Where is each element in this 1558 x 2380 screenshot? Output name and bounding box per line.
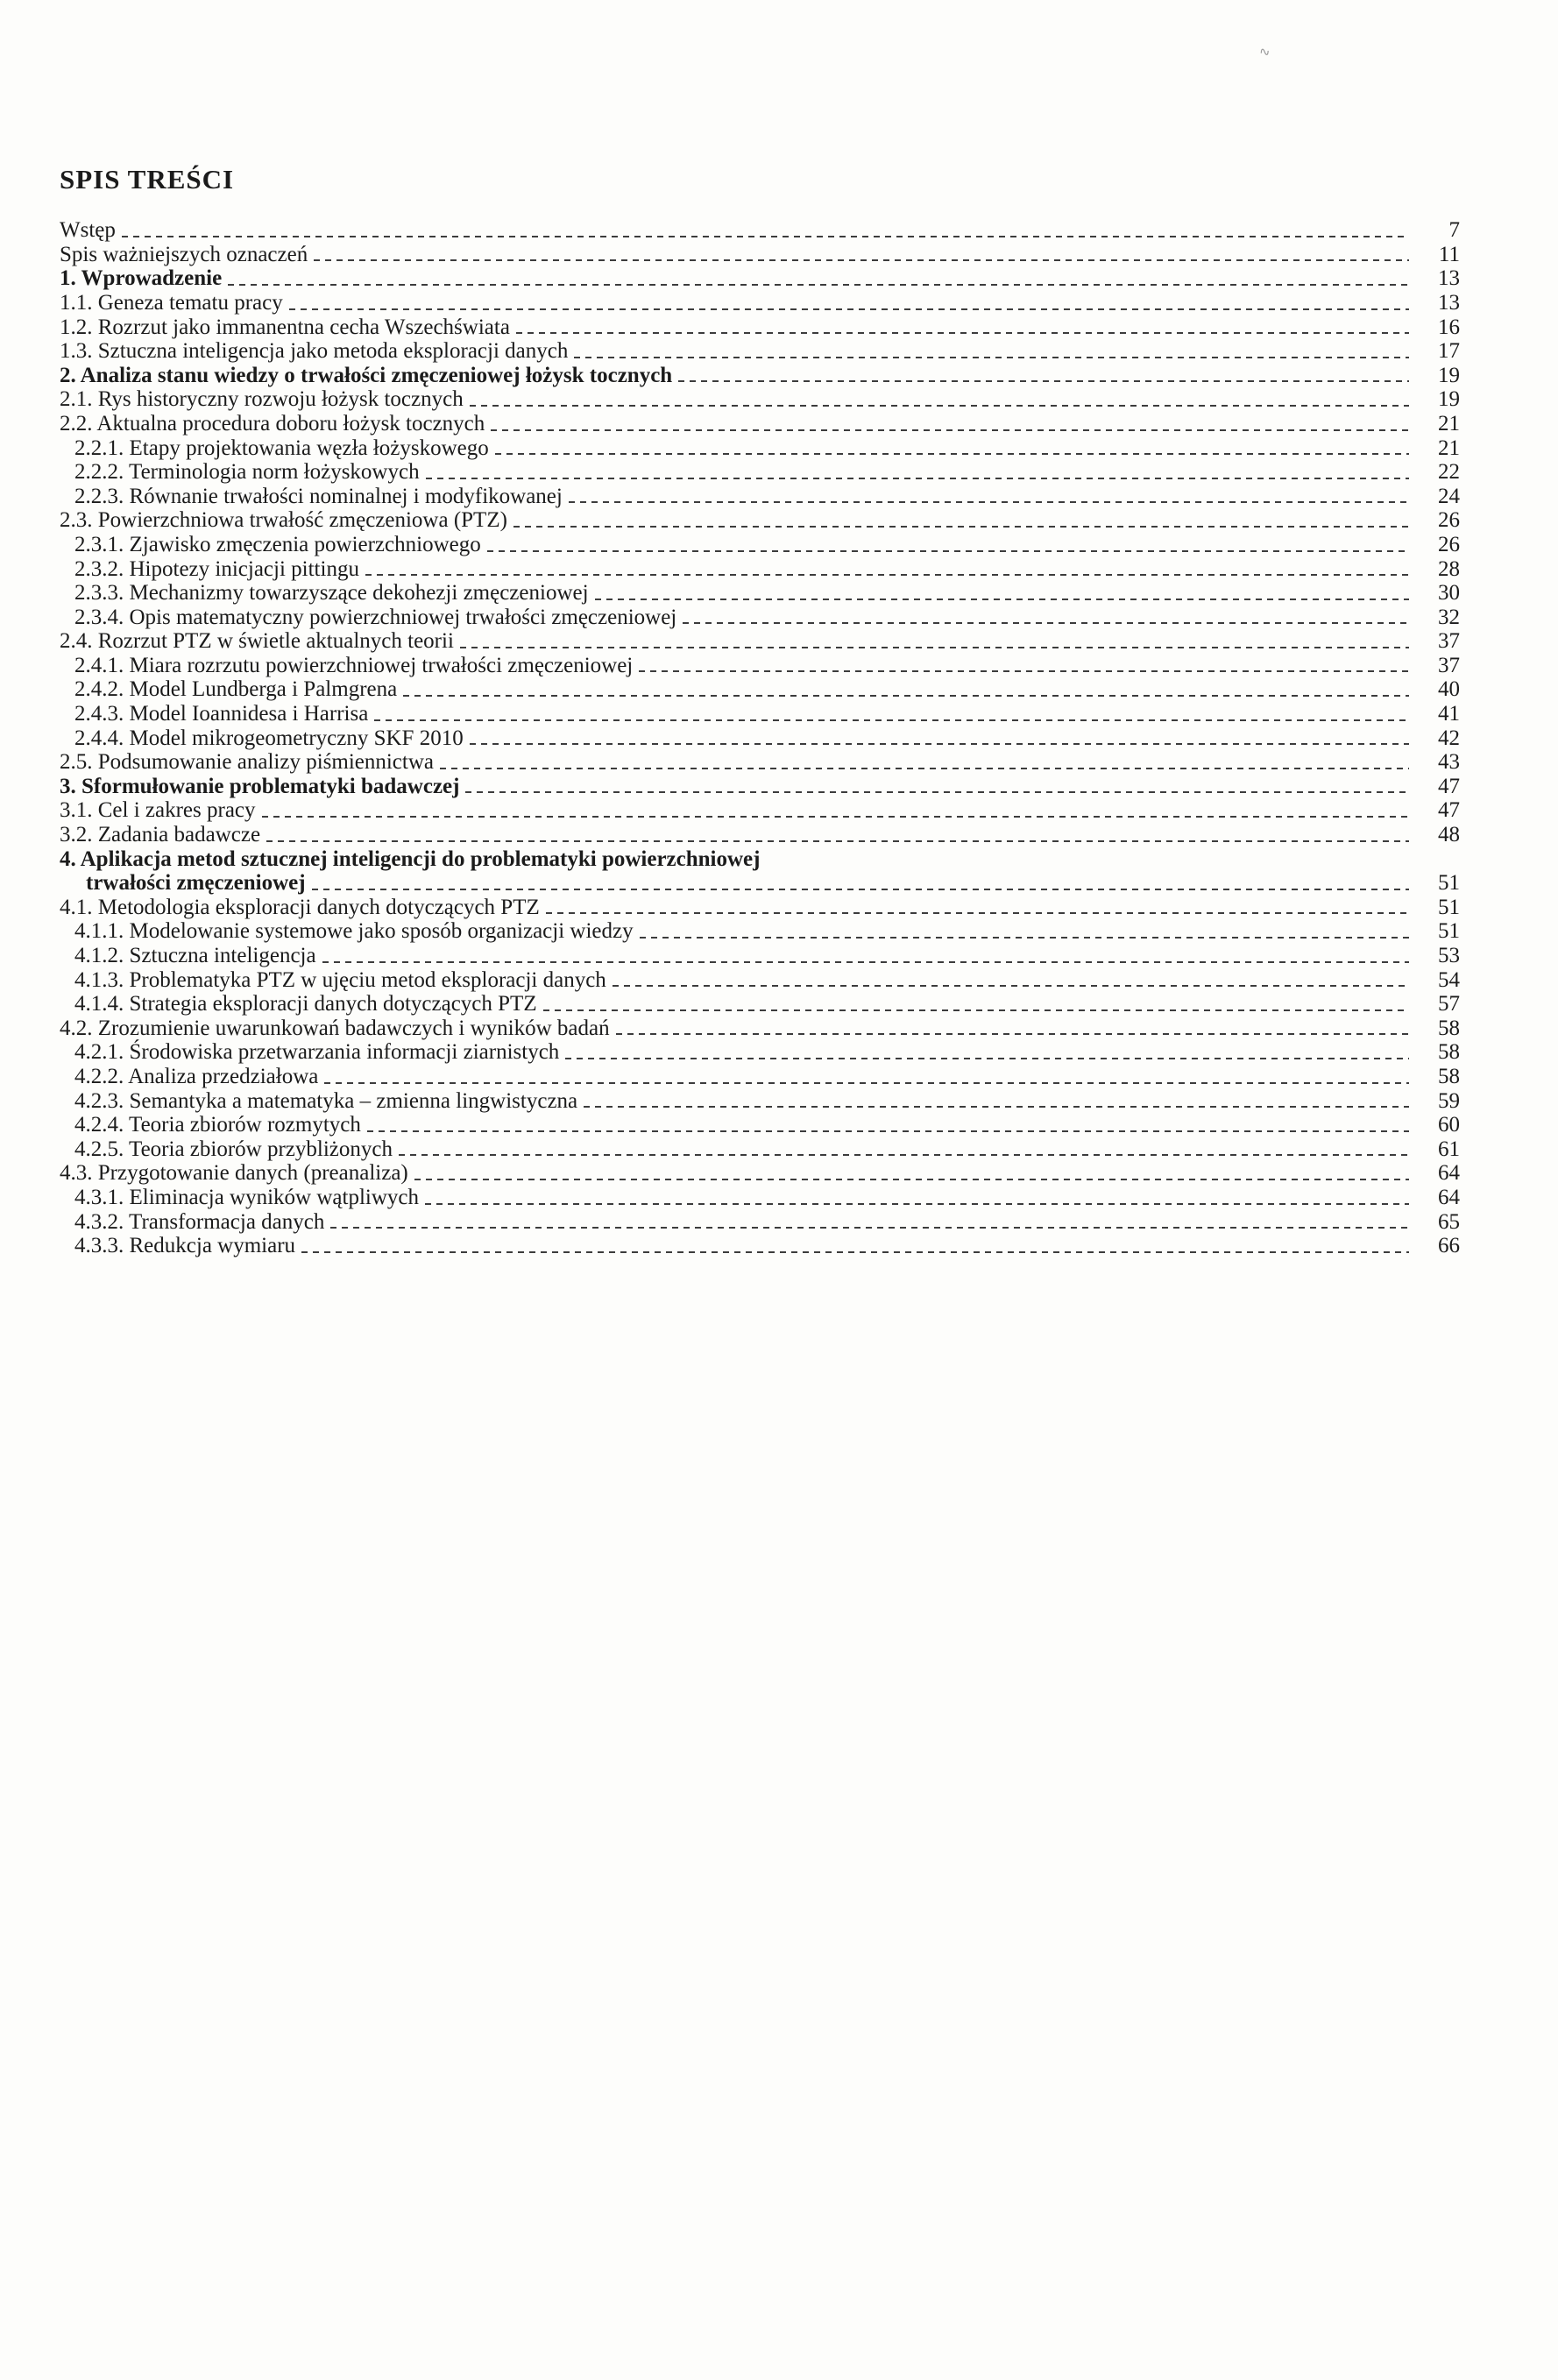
dot-leader	[324, 1082, 1409, 1084]
toc-entry	[60, 677, 1460, 702]
dot-leader	[640, 937, 1409, 939]
toc-entry	[60, 775, 1460, 799]
toc-entry-text: 4.3. Przygotowanie danych (preanaliza)	[60, 1161, 408, 1186]
dot-leader	[301, 1251, 1409, 1253]
toc-entry-page: 51	[1438, 919, 1460, 944]
toc-entry	[60, 266, 1460, 291]
toc-entry-text: 4.1.2. Sztuczna inteligencja	[74, 944, 316, 967]
toc-entry-text: 2.1. Rys historyczny rozwoju łożysk tocznych	[60, 387, 464, 412]
toc-entry-text: 1.1. Geneza tematu pracy	[60, 290, 283, 315]
toc-entry-page: 24	[1438, 484, 1460, 508]
toc-entry-text: 2.5. Podsumowanie analizy piśmiennictwa	[60, 750, 435, 775]
toc-entry-page: 53	[1438, 944, 1460, 967]
dot-leader	[228, 284, 1409, 286]
dot-leader	[322, 961, 1409, 963]
toc-entry-text: 3.2. Zadania badawcze	[60, 823, 261, 847]
dot-leader	[495, 453, 1409, 455]
toc-entry-page: 42	[1438, 726, 1460, 750]
toc-entry-text: 2.2. Aktualna procedura doboru łożysk tocznych	[60, 411, 485, 436]
dot-leader	[374, 719, 1409, 721]
toc-entry	[60, 387, 1460, 412]
toc-entry	[60, 702, 1460, 726]
toc-entry-page: 17	[1438, 339, 1460, 364]
toc-entry	[60, 1089, 1460, 1114]
toc-entry-text: 4.2.3. Semantyka a matematyka – zmienna lingwistyczna	[74, 1088, 578, 1113]
toc-entry-text: 4.3.3. Redukcja wymiaru	[74, 1234, 296, 1258]
toc-entry-page: 13	[1438, 290, 1460, 315]
toc-entry-text: 4.3.1. Eliminacja wyników wątpliwych	[74, 1185, 419, 1209]
toc-entry-text: 4.1. Metodologia eksploracji danych dotyczących PTZ	[60, 895, 540, 919]
toc-entry-page: 64	[1438, 1185, 1460, 1209]
dot-leader	[616, 1033, 1409, 1035]
toc-entry-page: 47	[1438, 798, 1460, 823]
dot-leader	[460, 647, 1409, 648]
toc-entry	[60, 339, 1460, 364]
toc-entry-page: 26	[1438, 508, 1460, 533]
toc-entry-text: 2.4. Rozrzut PTZ w świetle aktualnych teorii	[60, 629, 454, 654]
dot-leader	[470, 743, 1409, 745]
dot-leader	[613, 985, 1409, 987]
toc-entry-page: 37	[1438, 629, 1460, 654]
toc-entry-text: 2.4.1. Miara rozrzutu powierzchniowej trwałości zmęczeniowej	[74, 653, 634, 677]
toc-entry	[60, 1065, 1460, 1089]
toc-entry	[60, 1210, 1460, 1235]
toc-entry-text: 4.1.1. Modelowanie systemowe jako sposób organizacji wiedzy	[74, 919, 634, 944]
toc-entry-page: 19	[1438, 387, 1460, 412]
toc-entry-page: 58	[1438, 1016, 1460, 1040]
toc-entry-text: 2.2.1. Etapy projektowania węzła łożyskowego	[74, 436, 489, 460]
toc-entry	[60, 1040, 1460, 1065]
toc-entry-page: 51	[1438, 871, 1460, 896]
toc-entry-page: 13	[1438, 266, 1460, 291]
toc-entry	[60, 508, 1460, 533]
dot-leader	[491, 429, 1409, 431]
toc-entry-text: 4.2.4. Teoria zbiorów rozmytych	[74, 1113, 361, 1137]
toc-entry-text: 4.3.2. Transformacja danych	[74, 1209, 325, 1234]
dot-leader	[470, 405, 1409, 407]
toc-entry-text: 1. Wprowadzenie	[60, 266, 223, 291]
toc-entry-page: 16	[1438, 315, 1460, 339]
toc-entry-page: 30	[1438, 581, 1460, 606]
toc-entry-text: 2.3.2. Hipotezy inicjacji pittingu	[74, 556, 359, 581]
toc-entry-text: Spis ważniejszych oznaczeń	[60, 242, 308, 266]
dot-leader	[266, 840, 1409, 842]
toc-entry-page: 7	[1448, 218, 1460, 243]
dot-leader	[487, 550, 1409, 552]
toc-entry-page: 11	[1438, 242, 1460, 266]
toc-entry	[60, 629, 1460, 654]
toc-entry-page: 58	[1438, 1064, 1460, 1088]
dot-leader	[330, 1227, 1409, 1229]
toc-entry	[60, 896, 1460, 920]
toc-entry	[60, 750, 1460, 775]
dot-leader	[584, 1106, 1409, 1108]
dot-leader	[639, 670, 1409, 672]
toc-entry	[60, 218, 1460, 243]
toc-entry-page: 26	[1438, 532, 1460, 556]
toc-entry	[60, 726, 1460, 751]
toc-entry-page: 66	[1438, 1234, 1460, 1258]
dot-leader	[262, 816, 1409, 818]
toc-entry-text: 4. Aplikacja metod sztucznej inteligencji do problematyki powierzchniowej	[60, 846, 761, 871]
toc-entry-text: 2.4.2. Model Lundberga i Palmgrena	[74, 677, 398, 702]
toc-entry-text: 2.2.3. Równanie trwałości nominalnej i modyfikowanej	[74, 484, 563, 508]
dot-leader	[289, 308, 1409, 310]
toc-entry-page: 51	[1438, 895, 1460, 919]
dot-leader	[403, 695, 1409, 697]
toc-entry	[60, 364, 1460, 388]
dot-leader	[425, 1203, 1409, 1205]
toc-entry-page: 60	[1438, 1113, 1460, 1137]
toc-entry-page: 58	[1438, 1040, 1460, 1065]
dot-leader	[465, 791, 1409, 793]
toc-entry-text: Wstęp	[60, 218, 116, 243]
toc-entry-page: 47	[1438, 774, 1460, 798]
toc-entry	[60, 1186, 1460, 1210]
toc-entry	[60, 919, 1460, 944]
toc-entry-text: 4.2.5. Teoria zbiorów przybliżonych	[74, 1137, 393, 1161]
dot-leader	[565, 1058, 1409, 1059]
dot-leader	[569, 501, 1409, 503]
dot-leader	[683, 622, 1409, 624]
toc-entry	[60, 1016, 1460, 1041]
toc-entry-text: 3.1. Cel i zakres pracy	[60, 798, 256, 823]
toc-entry-text: 2.2.2. Terminologia norm łożyskowych	[74, 460, 420, 485]
dot-leader	[312, 889, 1409, 890]
toc-entry-page: 40	[1438, 677, 1460, 702]
toc-entry-text: 4.2.2. Analiza przedziałowa	[74, 1064, 319, 1088]
toc-entry-page: 21	[1438, 411, 1460, 436]
dot-leader	[543, 1009, 1409, 1011]
dot-leader	[516, 332, 1409, 334]
toc-entry	[60, 606, 1460, 630]
toc-entry	[60, 581, 1460, 606]
toc-entry-text: 2. Analiza stanu wiedzy o trwałości zmęczeniowej łożysk tocznych	[60, 363, 673, 387]
toc-entry	[60, 557, 1460, 582]
dot-leader	[365, 574, 1409, 576]
toc-list	[60, 218, 1460, 1258]
toc-entry-text: 2.4.3. Model Ioannidesa i Harrisa	[74, 702, 369, 726]
toc-entry-text: 3. Sformułowanie problematyki badawczej	[60, 774, 460, 798]
toc-entry-page: 37	[1438, 653, 1460, 677]
toc-entry-page: 28	[1438, 556, 1460, 581]
toc-entry-page: 19	[1438, 363, 1460, 387]
toc-entry-text: 2.3.1. Zjawisko zmęczenia powierzchniowego	[74, 532, 481, 556]
dot-leader	[426, 478, 1409, 479]
toc-entry-page: 57	[1438, 992, 1460, 1016]
toc-entry	[60, 798, 1460, 823]
toc-entry-text: 2.3.4. Opis matematyczny powierzchniowej trwałości zmęczeniowej	[74, 605, 677, 629]
toc-entry	[60, 968, 1460, 993]
dot-leader	[678, 380, 1409, 382]
toc-entry-page: 65	[1438, 1209, 1460, 1234]
dot-leader	[367, 1130, 1409, 1132]
toc-entry	[60, 291, 1460, 315]
toc-entry	[60, 460, 1460, 485]
toc-entry-text: 2.3.3. Mechanizmy towarzyszące dekohezji zmęczeniowej	[74, 581, 589, 606]
dot-leader	[574, 357, 1409, 358]
toc-entry-page: 22	[1438, 460, 1460, 485]
toc-entry	[60, 992, 1460, 1016]
toc-entry	[60, 243, 1460, 267]
toc-entry-text: 1.2. Rozrzut jako immanentna cecha Wszechświata	[60, 315, 510, 339]
scan-artifact-mark: ∿	[1257, 45, 1271, 60]
toc-entry	[60, 533, 1460, 557]
toc-entry-page: 61	[1438, 1137, 1460, 1161]
toc-entry-text: 4.1.4. Strategia eksploracji danych dotyczących PTZ	[74, 992, 537, 1016]
toc-entry-page: 54	[1438, 967, 1460, 992]
toc-entry	[60, 412, 1460, 436]
toc-entry-text: 4.2.1. Środowiska przetwarzania informacji ziarnistych	[74, 1040, 560, 1065]
toc-entry-page: 48	[1438, 823, 1460, 847]
toc-entry	[60, 1234, 1460, 1258]
toc-entry	[60, 485, 1460, 509]
toc-entry-page: 59	[1438, 1088, 1460, 1113]
toc-entry-text: 4.1.3. Problematyka PTZ w ujęciu metod eksploracji danych	[74, 967, 606, 992]
dot-leader	[122, 236, 1409, 237]
toc-entry	[60, 1137, 1460, 1162]
toc-entry-page: 32	[1438, 605, 1460, 629]
toc-entry	[60, 1113, 1460, 1137]
toc-entry-page: 43	[1438, 750, 1460, 775]
toc-entry	[60, 871, 1460, 896]
toc-entry-page: 41	[1438, 702, 1460, 726]
dot-leader	[513, 526, 1409, 528]
dot-leader	[546, 912, 1409, 914]
toc-entry	[60, 944, 1460, 968]
dot-leader	[440, 768, 1409, 769]
toc-entry	[60, 823, 1460, 847]
toc-entry	[60, 847, 1460, 872]
dot-leader	[399, 1154, 1409, 1156]
toc-entry-page: 64	[1438, 1161, 1460, 1186]
toc-entry-text: 1.3. Sztuczna inteligencja jako metoda eksploracji danych	[60, 339, 569, 364]
toc-entry-page: 21	[1438, 436, 1460, 460]
toc-entry-text: 4.2. Zrozumienie uwarunkowań badawczych i wyników badań	[60, 1016, 610, 1040]
toc-entry-text: 2.3. Powierzchniowa trwałość zmęczeniowa (PTZ)	[60, 508, 507, 533]
dot-leader	[314, 259, 1409, 261]
toc-entry-text: trwałości zmęczeniowej	[86, 871, 306, 896]
dot-leader	[595, 599, 1409, 600]
dot-leader	[414, 1179, 1409, 1180]
page-title: SPIS TREŚCI	[60, 164, 235, 195]
toc-entry	[60, 654, 1460, 678]
toc-entry	[60, 436, 1460, 461]
toc-entry	[60, 315, 1460, 340]
toc-entry	[60, 1161, 1460, 1186]
toc-entry-text: 2.4.4. Model mikrogeometryczny SKF 2010	[74, 726, 464, 750]
